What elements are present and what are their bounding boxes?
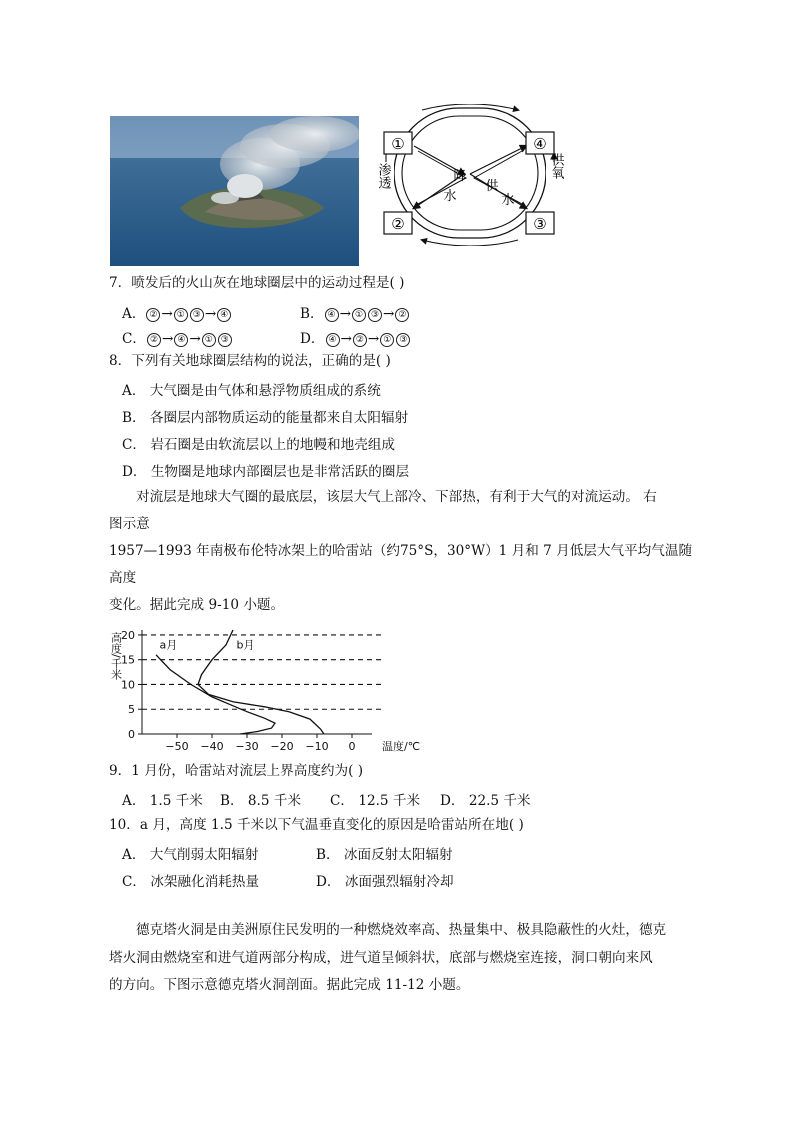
chart-svg xyxy=(102,622,442,758)
q9-stem: 9．1 月份，哈雷站对流层上界高度约为( ) xyxy=(109,763,364,779)
q9-option-b[interactable]: B． 8.5 千米 xyxy=(220,793,302,809)
q8-stem: 8．下列有关地球圈层结构的说法，正确的是( ) xyxy=(109,353,391,369)
x-tick-label-2: −30 xyxy=(235,740,259,753)
label-shui-left: 水 xyxy=(443,189,457,204)
x-tick-label-4: −10 xyxy=(305,740,329,753)
series-line-0 xyxy=(156,655,275,734)
q10-option-a[interactable]: A． 大气削弱太阳辐射 xyxy=(122,847,259,863)
x-tick-label-3: −20 xyxy=(270,740,294,753)
label-gong: 供 xyxy=(485,179,499,194)
q8-option-d[interactable]: D． 生物圈是地球内部圈层也是非常活跃的圈层 xyxy=(122,464,410,480)
series-label-a: a月 xyxy=(159,638,178,652)
intro-11-12-line3: 的方向。下图示意德克塔火洞剖面。据此完成 11-12 小题。 xyxy=(109,977,470,993)
intro-9-10-line3: 1957—1993 年南极布伦特冰架上的哈雷站（约75°S，30°W）1 月和 7 月低层大气平均气温随 xyxy=(109,543,693,559)
label-jiang: 降 xyxy=(453,169,467,184)
intro-9-10-line1: 对流层是地球大气圈的最底层，该层大气上部冷、下部热，有利于大气的对流运动。 右 xyxy=(136,489,657,505)
q9-option-d[interactable]: D． 22.5 千米 xyxy=(440,793,531,809)
temperature-height-chart xyxy=(102,622,442,758)
x-tick-label-0: −50 xyxy=(165,740,189,753)
q10-option-b[interactable]: B． 冰面反射太阳辐射 xyxy=(316,847,453,863)
q10-option-c[interactable]: C． 冰架融化消耗热量 xyxy=(122,874,260,890)
earth-sphere-diagram xyxy=(372,104,568,246)
series-label-b: b月 xyxy=(236,638,255,652)
intro-9-10-line4: 高度 xyxy=(109,570,137,586)
q7-option-a[interactable]: A． ② → ① ③ → ④ xyxy=(122,302,232,322)
volcano-island-photo xyxy=(110,116,359,266)
node-2-label: ② xyxy=(391,215,405,233)
y-tick-label-3: 15 xyxy=(121,653,135,667)
q10-stem: 10．a 月，高度 1.5 千米以下气温垂直变化的原因是哈雷站所在地( ) xyxy=(109,817,524,833)
q7-option-c[interactable]: C． ② → ④ → ① ③ xyxy=(122,327,233,347)
intro-11-12-line2: 塔火洞由燃烧室和进气道两部分构成，进气道呈倾斜状，底部与燃烧室连接，洞口朝向来风 xyxy=(109,950,653,966)
label-shui-right: 水 xyxy=(501,193,515,208)
y-tick-label-4: 20 xyxy=(121,628,135,642)
x-axis-label: 温度/℃ xyxy=(382,740,421,753)
q9-option-c[interactable]: C． 12.5 千米 xyxy=(330,793,421,809)
q7-option-b[interactable]: B． ④ → ① ③ → ② xyxy=(300,302,410,322)
q7-stem: 7．喷发后的火山灰在地球圈层中的运动过程是( ) xyxy=(109,275,405,291)
y-axis-label: 高度/千米 xyxy=(109,632,123,680)
q8-option-b[interactable]: B． 各圈层内部物质运动的能量都来自太阳辐射 xyxy=(122,410,409,426)
intro-9-10-line5: 变化。据此完成 9-10 小题。 xyxy=(109,597,285,613)
node-3-label: ③ xyxy=(533,215,547,233)
y-tick-label-0: 0 xyxy=(128,728,135,741)
intro-11-12-line1: 德克塔火洞是由美洲原住民发明的一种燃烧效率高、热量集中、极具隐蔽性的火灶，德克 xyxy=(136,922,667,938)
y-tick-label-2: 10 xyxy=(121,678,135,692)
x-tick-label-5: 0 xyxy=(348,740,356,753)
q7-option-d[interactable]: D． ④ → ② → ① ③ xyxy=(300,327,411,347)
x-tick-label-1: −40 xyxy=(200,740,224,753)
node-4-label: ④ xyxy=(533,135,547,153)
q9-option-a[interactable]: A． 1.5 千米 xyxy=(122,793,203,809)
intro-9-10-line2: 图示意 xyxy=(109,516,150,532)
q8-option-c[interactable]: C． 岩石圈是由软流层以上的地幔和地壳组成 xyxy=(122,437,396,453)
series-line-1 xyxy=(198,630,324,734)
q10-option-d[interactable]: D． 冰面强烈辐射冷却 xyxy=(316,874,454,890)
label-gongyang: 供氧 xyxy=(548,153,564,179)
node-1-label: ① xyxy=(391,135,405,153)
y-tick-label-1: 5 xyxy=(128,703,135,717)
q8-option-a[interactable]: A． 大气圈是由气体和悬浮物质组成的系统 xyxy=(122,383,381,399)
label-shentou: 渗透 xyxy=(375,163,391,189)
